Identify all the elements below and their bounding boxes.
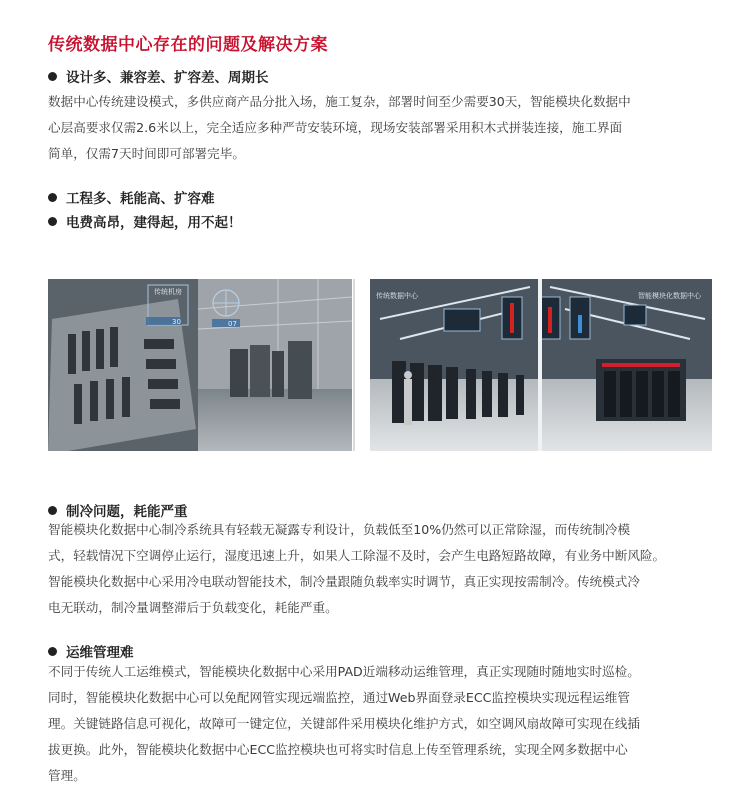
paragraph-line: 式，轻载情况下空调停止运行，湿度迅速上升，如果人工除湿不及时，会产生电路短路故障，有业务中断风险。 xyxy=(48,548,666,563)
section-heading-electricity xyxy=(48,211,242,231)
paragraph-line: 智能模块化数据中心制冷系统具有轻载无凝露专利设计，负载低至10%仍然可以正常除湿，而传统制冷模 xyxy=(48,522,631,537)
section-paragraph-cooling xyxy=(48,517,718,621)
page-title: 传统数据中心存在的问题及解决方案 xyxy=(48,35,328,55)
paragraph-line: 智能模块化数据中心采用冷电联动智能技术，制冷量跟随负载率实时调节，真正实现按需制冷。传统模式冷 xyxy=(48,574,640,589)
section-heading-operations xyxy=(48,641,134,661)
paragraph-line: 同时，智能模块化数据中心可以免配网管实现远端监控，通过Web界面登录ECC监控模块实现远程运维管 xyxy=(48,690,630,705)
section-heading-engineering xyxy=(48,187,215,207)
bullet-dot-icon xyxy=(48,506,57,515)
bullet-dot-icon xyxy=(48,193,57,202)
paragraph-line: 心层高要求仅需2.6米以上，完全适应多种严苛安装环境，现场安装部署采用积木式拼装连接，施工界面 xyxy=(48,120,623,135)
datacenter-comparison-image xyxy=(48,279,712,451)
paragraph-line: 管理。 xyxy=(48,768,86,783)
section-heading-text: 运维管理难 xyxy=(66,645,134,661)
section-paragraph-operations xyxy=(48,659,718,789)
panel-label-traditional: 传统数据中心 xyxy=(376,292,418,300)
traditional-room-photo xyxy=(48,279,352,451)
bullet-dot-icon xyxy=(48,217,57,226)
paragraph-line: 简单，仅需7天时间即可部署完毕。 xyxy=(48,146,245,161)
paragraph-line: 数据中心传统建设模式，多供应商产品分批入场，施工复杂，部署时间至少需要30天，智能模块化数据中 xyxy=(48,94,631,109)
modular-datacenter-illustration xyxy=(370,279,712,451)
bullet-dot-icon xyxy=(48,72,57,81)
temperature-readout: 30 xyxy=(172,318,181,326)
section-heading-text: 设计多、兼容差、扩容差、周期长 xyxy=(66,70,269,86)
paragraph-line: 理。关键链路信息可视化，故障可一键定位，关键部件采用模块化维护方式，如空调风扇故障可实现在线插 xyxy=(48,716,640,731)
temperature-readout: 07 xyxy=(228,320,237,328)
traditional-room-illustration xyxy=(48,279,352,451)
paragraph-line: 电无联动，制冷量调整滞后于负载变化，耗能严重。 xyxy=(48,600,338,615)
modular-datacenter-photo xyxy=(370,279,712,451)
section-heading-text: 制冷问题，耗能严重 xyxy=(66,504,188,520)
image-divider xyxy=(353,279,355,451)
section-paragraph-design xyxy=(48,89,718,167)
bullet-dot-icon xyxy=(48,647,57,656)
section-heading-text: 电费高昂，建得起，用不起！ xyxy=(66,215,242,231)
panel-label: 传统机房 xyxy=(154,288,182,296)
panel-label-modular: 智能模块化数据中心 xyxy=(638,292,701,300)
paragraph-line: 不同于传统人工运维模式，智能模块化数据中心采用PAD近端移动运维管理，真正实现随时随地实时巡检。 xyxy=(48,664,640,679)
section-heading-design xyxy=(48,66,269,86)
paragraph-line: 拔更换。此外，智能模块化数据中心ECC监控模块也可将实时信息上传至管理系统，实现全网多数据中心 xyxy=(48,742,628,757)
section-heading-text: 工程多、耗能高、扩容难 xyxy=(66,191,215,207)
